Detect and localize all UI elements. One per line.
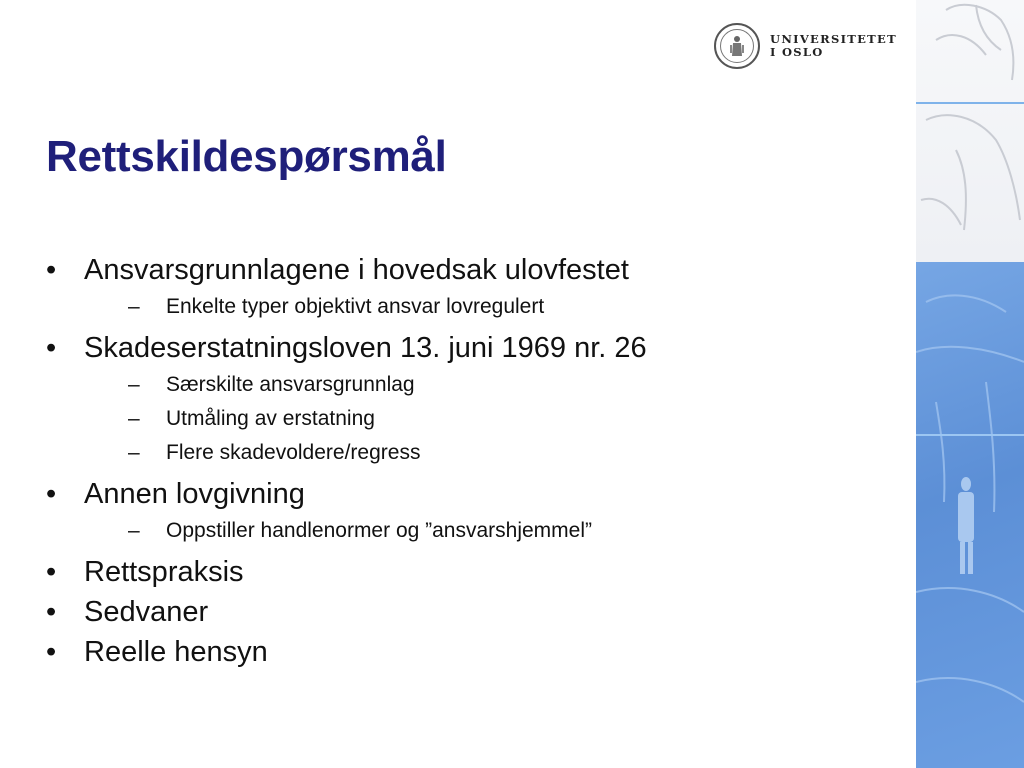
bullet-dot-icon: • (46, 478, 57, 510)
sub-item (84, 514, 906, 548)
bullet-dot-icon: • (46, 254, 57, 286)
university-logo (714, 22, 897, 70)
bullet-item (46, 328, 906, 470)
bullet-dot-icon: • (46, 636, 57, 668)
bullet-item (46, 474, 906, 548)
bullet-list (46, 250, 906, 672)
decorative-band-top (916, 0, 1024, 262)
decorative-line (916, 102, 1024, 104)
dash-icon: – (128, 373, 140, 396)
dash-icon: – (128, 295, 140, 318)
logo-wordmark (770, 33, 897, 59)
sub-list (84, 368, 906, 470)
sub-item (84, 290, 906, 324)
bullet-text: Skadeserstatningsloven 13. juni 1969 nr. 26 (84, 332, 647, 364)
bullet-item (46, 632, 906, 672)
bullet-text: Annen lovgivning (84, 478, 305, 510)
statue-photo-icon (916, 262, 1024, 768)
decorative-band-bottom (916, 262, 1024, 768)
sub-text: Særskilte ansvarsgrunnlag (166, 373, 415, 396)
slide-title: Rettskildespørsmål (46, 132, 447, 181)
decorative-line (916, 434, 1024, 436)
sub-text: Flere skadevoldere/regress (166, 441, 421, 464)
dash-icon: – (128, 519, 140, 542)
sculpture-sketch-icon (916, 0, 1024, 262)
bullet-item (46, 592, 906, 632)
bullet-item (46, 552, 906, 592)
logo-line-1: UNIVERSITETET (770, 32, 897, 46)
sub-item (84, 402, 906, 436)
sub-text: Utmåling av erstatning (166, 407, 375, 430)
bullet-text: Rettspraksis (84, 556, 244, 588)
bullet-text: Sedvaner (84, 596, 209, 628)
university-seal-icon (714, 23, 760, 69)
logo-line-2: I OSLO (770, 45, 824, 59)
sub-item (84, 368, 906, 402)
bullet-dot-icon: • (46, 596, 57, 628)
bullet-text: Reelle hensyn (84, 636, 268, 668)
dash-icon: – (128, 441, 140, 464)
sub-item (84, 436, 906, 470)
bullet-text: Ansvarsgrunnlagene i hovedsak ulovfestet (84, 254, 629, 286)
sub-list (84, 514, 906, 548)
sub-text: Oppstiller handlenormer og ”ansvarshjemmel” (166, 519, 593, 542)
dash-icon: – (128, 407, 140, 430)
sub-text: Enkelte typer objektivt ansvar lovregulert (166, 295, 545, 318)
bullet-dot-icon: • (46, 332, 57, 364)
bullet-item (46, 250, 906, 324)
sub-list (84, 290, 906, 324)
bullet-dot-icon: • (46, 556, 57, 588)
